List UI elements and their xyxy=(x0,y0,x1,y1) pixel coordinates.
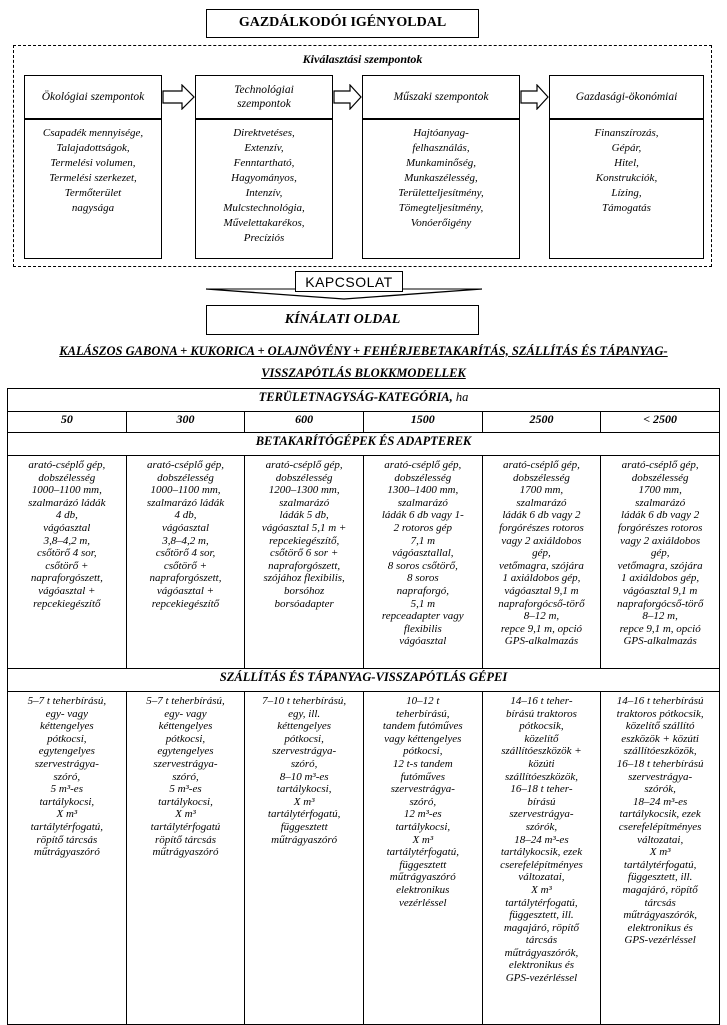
transport-cell-line: magajáró, röpítő xyxy=(622,883,698,896)
transport-cell-line: röpítő tárcsás xyxy=(36,833,98,846)
arrow-right-icon xyxy=(520,84,549,110)
harvest-cell-line: forgórészes rotoros xyxy=(617,521,703,534)
selection-criteria-label: Kiválasztási szempontok xyxy=(302,52,423,66)
transport-cell-line: szállítóeszközök + xyxy=(501,745,582,758)
harvest-cell-line: 4 db, xyxy=(174,509,197,522)
transport-cell-line: műtrágyaszóró xyxy=(152,846,219,859)
transport-cell-line: tartálykocsi, xyxy=(395,820,451,833)
transport-cell-line: magajáró, röpítő xyxy=(503,921,580,934)
demand-side-title xyxy=(206,9,479,38)
harvest-cell-line: napraforgócső-törő xyxy=(498,597,585,610)
harvest-cell-line: 3,8–4,2 m, xyxy=(43,534,91,547)
transport-cell-line: függesztett xyxy=(399,858,447,871)
transport-cell-line: kéttengelyes xyxy=(158,720,213,733)
transport-cell-line: közelítő szállító xyxy=(625,720,695,733)
transport-cell-line: elektronikus xyxy=(396,883,450,896)
criteria-item: Művelettakarékos, xyxy=(223,217,305,229)
transport-cell-line: szervestrágya- xyxy=(34,757,99,770)
transport-cell-line: egy, ill. xyxy=(288,707,321,720)
harvest-cell-line: 4 db, xyxy=(55,509,78,522)
harvest-cell-line: arató-cséplő gép, xyxy=(502,459,580,471)
harvest-cell-line: 8–12 m, xyxy=(642,610,678,623)
criteria-item: Támogatás xyxy=(602,202,651,214)
transport-cell-line: tárcsás xyxy=(644,896,676,909)
transport-cell-line: traktoros pótkocsik, xyxy=(616,707,704,720)
area-category-header: TERÜLETNAGYSÁG-KATEGÓRIA, ha xyxy=(8,389,720,412)
transport-cell-line: egy- vagy xyxy=(164,707,207,720)
transport-cell-line: függesztett, ill. xyxy=(509,909,574,922)
harvest-cell-line: 1700 mm, xyxy=(519,484,564,497)
transport-cell-line: változatai, xyxy=(518,871,565,884)
criteria-item: Intenzív, xyxy=(245,187,283,199)
criteria-item: Lízing, xyxy=(611,187,642,199)
transport-cell-line: 18–24 m³-es xyxy=(632,795,688,808)
transport-cell-line: 14–16 t teherbírású xyxy=(616,695,704,707)
transport-cell-line: X m³ xyxy=(649,846,671,859)
harvest-cell-line: napraforgócső-törő xyxy=(616,597,704,610)
transport-cell-line: szervestrágya- xyxy=(153,757,218,770)
harvest-section-header: BETAKARÍTÓGÉPEK ÉS ADAPTEREK xyxy=(8,433,720,456)
transport-cell-line: X m³ xyxy=(531,883,552,896)
harvest-cell-line: napraforgószett, xyxy=(149,572,222,585)
transport-cell-line: X m³ xyxy=(56,808,78,821)
demand-side-title-text: GAZDÁLKODÓI IGÉNYOLDAL xyxy=(238,15,447,30)
criteria-item: Extenzív, xyxy=(244,142,284,154)
transport-cell-line: műtrágyaszóró xyxy=(271,833,338,846)
criteria-item: Termelési volumen, xyxy=(50,157,136,169)
criteria-head-technical: Műszaki szempontok xyxy=(362,75,520,119)
transport-cell xyxy=(8,692,127,1025)
transport-cell-line: X m³ xyxy=(412,833,434,846)
harvest-cell-line: szalmarázó xyxy=(279,496,330,509)
harvest-cell-line: repcekiegészítő, xyxy=(269,534,340,547)
criteria-item: Termőterület xyxy=(64,187,122,199)
harvest-cell-line: csőtörő 4 sor, xyxy=(155,547,216,560)
criteria-head-economic: Gazdasági-ökonómiai xyxy=(549,75,704,119)
harvest-cell-line: szalmarázó ládák xyxy=(28,496,106,509)
transport-cell-line: 12 t-s tandem xyxy=(392,757,453,770)
harvest-cell-line: 1000–1100 mm, xyxy=(150,484,221,497)
harvest-cell-line: 7,1 m xyxy=(410,534,436,547)
area-size-header: 300 xyxy=(126,412,245,433)
transport-cell xyxy=(482,692,601,1025)
harvest-cell-line: 2 rotoros gép xyxy=(393,521,453,534)
transport-cell-line: tartálykocsi, xyxy=(158,795,213,808)
criteria-head-technological: Technológiai szempontok xyxy=(195,75,333,119)
harvest-cell-line: vagy 2 axiáldobos xyxy=(501,534,582,547)
transport-cell-line: szórók, xyxy=(525,820,558,833)
transport-cell-line: futóműves xyxy=(400,770,446,783)
area-size-header: 2500 xyxy=(482,412,601,433)
criteria-head-ecological: Ökológiai szempontok xyxy=(24,75,162,119)
criteria-item: Hagyományos, xyxy=(231,172,297,184)
criteria-item: Termelési szerkezet, xyxy=(49,172,137,184)
harvest-cell-line: 1000–1100 mm, xyxy=(31,484,102,497)
harvest-cell-line: arató-cséplő gép, xyxy=(265,459,343,471)
harvest-cell-line: ládák 5 db, xyxy=(279,509,329,522)
transport-cell-line: tartálykocsik, ezek xyxy=(500,846,583,859)
harvest-cell-line: ládák 6 db vagy 2 xyxy=(621,509,700,522)
transport-cell-line: közelítő xyxy=(524,732,559,745)
harvest-cell-line: dobszélesség xyxy=(513,471,570,484)
transport-cell-line: GPS-vezérléssel xyxy=(505,972,578,985)
transport-cell-line: vezérléssel xyxy=(398,896,447,909)
harvest-cell-line: dobszélesség xyxy=(394,471,452,484)
harvest-cell-line: repcekiegészítő xyxy=(151,597,220,610)
harvest-cell-line: borsóadapter xyxy=(274,597,334,610)
harvest-cell-line: dobszélesség xyxy=(38,471,96,484)
harvest-cell-line: ládák 6 db vagy 2 xyxy=(502,509,581,522)
transport-cell-line: tartálytérfogatú xyxy=(150,820,221,833)
harvest-cell-line: vágóasztal 9,1 m xyxy=(504,584,579,597)
transport-cell-line: 10–12 t xyxy=(406,695,440,707)
transport-cell-line: szervestrágya- xyxy=(390,783,455,796)
transport-cell xyxy=(126,692,245,1025)
area-size-header: 1500 xyxy=(363,412,482,433)
harvest-cell-line: gép, xyxy=(650,547,670,560)
criteria-item: Direktvetéses, xyxy=(233,127,295,139)
transport-cell-line: kéttengelyes xyxy=(277,720,332,733)
transport-cell-line: vagy kéttengelyes xyxy=(384,732,462,745)
transport-cell-line: 12 m³-es xyxy=(403,808,442,821)
harvest-cell-line: vetőmagra, szójára xyxy=(498,559,584,572)
harvest-cell-line: vágóasztal xyxy=(399,635,447,648)
criteria-item: Fenntartható, xyxy=(233,157,295,169)
transport-cell-line: 5 m³-es xyxy=(50,783,83,796)
harvest-cell-line: arató-cséplő gép, xyxy=(28,459,106,471)
transport-cell-line: 14–16 t teher- xyxy=(510,695,573,707)
harvest-cell-line: dobszélesség xyxy=(275,471,333,484)
area-size-header: 600 xyxy=(245,412,364,433)
criteria-item: Precíziós xyxy=(243,232,285,244)
transport-cell-line: szállítóeszközök, xyxy=(504,770,578,783)
criteria-item: Gépár, xyxy=(611,142,642,154)
transport-cell-line: elektronikus és xyxy=(508,959,575,972)
harvest-cell-line: napraforgószett, xyxy=(30,572,103,585)
harvest-cell-line: arató-cséplő gép, xyxy=(621,459,699,471)
harvest-cell-line: csőtörő 6 sor + xyxy=(270,547,339,560)
transport-cell-line: szervestrágya- xyxy=(509,808,574,821)
transport-cell-line: szállítóeszközök, xyxy=(623,745,697,758)
criteria-body-economic xyxy=(549,119,704,259)
harvest-cell-line: borsóhoz xyxy=(283,584,325,597)
harvest-cell-line: 1 axiáldobos gép, xyxy=(502,572,581,585)
transport-cell-line: pótkocsi, xyxy=(47,732,87,745)
transport-cell-line: függesztett xyxy=(280,820,328,833)
harvest-cell xyxy=(363,456,482,669)
transport-cell-line: cserefelépítményes xyxy=(618,820,702,833)
harvest-cell-line: szójához flexibilis, xyxy=(263,572,345,585)
harvest-cell-line: vágóasztal + xyxy=(38,584,96,597)
block-model-title: KALÁSZOS GABONA + KUKORICA + OLAJNÖVÉNY + FEHÉRJEBETAKARÍTÁS, SZÁLLÍTÁS ÉS TÁPANYAG- VISSZAPÓTLÁS BLOKKMODELLEK xyxy=(59,344,668,380)
transport-cell-line: tandem futóműves xyxy=(382,720,463,733)
harvest-cell-line: csőtörő + xyxy=(45,559,89,572)
transport-cell-line: szervestrágya- xyxy=(628,770,693,783)
harvest-cell xyxy=(126,456,245,669)
transport-cell-line: 16–18 t teherbírású xyxy=(616,757,704,770)
transport-cell-line: szórók, xyxy=(644,783,676,796)
transport-cell-line: 5–7 t teherbírású, xyxy=(27,695,107,707)
transport-cell-line: 16–18 t teher- xyxy=(510,783,573,796)
criteria-item: Területteljesítmény, xyxy=(398,187,484,199)
harvest-cell xyxy=(8,456,127,669)
connection-label-box xyxy=(295,271,403,292)
transport-cell-line: tartálytérfogatú, xyxy=(623,858,697,871)
transport-cell-line: 8–10 m³-es xyxy=(279,770,329,783)
harvest-cell-line: szalmarázó xyxy=(635,496,686,509)
criteria-item: Talajadottságok, xyxy=(56,142,130,154)
transport-cell-line: kéttengelyes xyxy=(39,720,94,733)
transport-cell-line: 5–7 t teherbírású, xyxy=(146,695,225,707)
block-model-table xyxy=(7,388,720,1025)
transport-cell-line: tárcsás xyxy=(525,934,558,947)
harvest-cell-line: vágóasztal xyxy=(161,521,210,534)
harvest-cell-line: repce 9,1 m, opció xyxy=(619,622,701,635)
transport-cell-line: pótkocsik, xyxy=(519,720,564,733)
transport-cell-line: 7–10 t teherbírású, xyxy=(262,695,347,707)
harvest-cell-line: vagy 2 axiáldobos xyxy=(620,534,701,547)
harvest-cell-line: dobszélesség xyxy=(631,471,689,484)
harvest-cell-line: szalmarázó ládák xyxy=(146,496,225,509)
criteria-item: Konstrukciók, xyxy=(595,172,658,184)
transport-cell-line: függesztett, ill. xyxy=(627,871,693,884)
criteria-item: Munkaminőség, xyxy=(406,157,476,169)
harvest-cell-line: 3,8–4,2 m, xyxy=(162,534,209,547)
transport-cell-line: pótkocsi, xyxy=(165,732,206,745)
harvest-cell-line: 8 soros xyxy=(406,572,439,585)
harvest-cell-line: repceadapter vagy xyxy=(381,610,464,623)
transport-cell-line: műtrágyaszóró xyxy=(33,846,100,859)
harvest-cell-line: vágóasztal xyxy=(43,521,91,534)
harvest-cell-line: csőtörő 4 sor, xyxy=(37,547,97,560)
criteria-item: Tömegteljesítmény, xyxy=(398,202,484,214)
transport-cell-line: változatai, xyxy=(637,833,684,846)
area-size-header: 50 xyxy=(8,412,127,433)
transport-cell-line: tartálykocsik, ezek xyxy=(619,808,701,821)
harvest-cell-line: vágóasztallal, xyxy=(392,547,454,560)
harvest-cell-line: vágóasztal 5,1 m + xyxy=(261,521,347,534)
criteria-item: Vonóerőigény xyxy=(410,217,472,229)
criteria-item: Finanszírozás, xyxy=(594,127,659,139)
harvest-cell-line: vetőmagra, szójára xyxy=(617,559,703,572)
harvest-cell xyxy=(482,456,601,669)
criteria-item: Csapadék mennyisége, xyxy=(42,127,144,139)
transport-cell-line: egytengelyes xyxy=(38,745,95,758)
transport-cell-line: szóró, xyxy=(172,770,199,783)
harvest-cell-line: 8 soros csőtörő, xyxy=(387,559,458,572)
transport-cell-line: egytengelyes xyxy=(157,745,214,758)
transport-cell-line: bírású xyxy=(527,795,556,808)
harvest-cell xyxy=(601,456,720,669)
harvest-cell-line: 1 axiáldobos gép, xyxy=(621,572,700,585)
transport-cell-line: röpítő tárcsás xyxy=(154,833,216,846)
harvest-cell-line: 1300–1400 mm, xyxy=(387,484,459,497)
harvest-cell-line: csőtörő + xyxy=(163,559,208,572)
transport-cell-line: műtrágyaszórók, xyxy=(623,909,697,922)
criteria-body-technical xyxy=(362,119,520,259)
area-size-header: < 2500 xyxy=(601,412,720,433)
harvest-cell-line: 1200–1300 mm, xyxy=(268,484,340,497)
harvest-cell-line: GPS-alkalmazás xyxy=(623,635,697,648)
harvest-cell-line: 8–12 m, xyxy=(523,610,560,623)
transport-cell-line: X m³ xyxy=(175,808,196,821)
transport-cell-line: 5 m³-es xyxy=(169,783,202,796)
harvest-cell-line: gép, xyxy=(532,547,551,560)
transport-cell-line: pótkocsi, xyxy=(403,745,443,758)
transport-cell-line: eszközök + közúti xyxy=(621,732,699,745)
transport-cell-line: szóró, xyxy=(53,770,81,783)
harvest-cell-line: vágóasztal 9,1 m xyxy=(623,584,698,597)
transport-cell-line: bírású traktoros xyxy=(506,707,577,720)
transport-cell-line: tartálykocsi, xyxy=(276,783,332,796)
connection-label: KAPCSOLAT xyxy=(305,274,393,290)
harvest-cell-line: forgórészes rotoros xyxy=(499,521,584,534)
harvest-cell-line: repce 9,1 m, opció xyxy=(500,622,583,635)
transport-cell-line: szóró, xyxy=(409,795,437,808)
transport-cell-line: tartálytérfogatú, xyxy=(30,820,104,833)
transport-cell-line: cserefelépítményes xyxy=(500,858,583,871)
arrow-right-icon xyxy=(162,84,195,110)
transport-cell-line: GPS-vezérléssel xyxy=(624,934,696,947)
criteria-item: Mulcstechnológia, xyxy=(223,202,305,214)
criteria-item: nagysága xyxy=(71,202,115,214)
harvest-cell-line: flexibilis xyxy=(403,622,442,635)
transport-cell-line: elektronikus és xyxy=(627,921,693,934)
harvest-cell-line: napraforgó, xyxy=(396,584,450,597)
harvest-cell-line: szalmarázó xyxy=(516,496,567,509)
supply-side-title-text: KÍNÁLATI OLDAL xyxy=(284,312,401,327)
harvest-cell-line: dobszélesség xyxy=(157,471,214,484)
criteria-body-technological xyxy=(195,119,333,259)
transport-cell-line: tartálytérfogatú, xyxy=(386,846,459,859)
criteria-item: Munkaszélesség, xyxy=(404,172,478,184)
harvest-cell-line: szalmarázó xyxy=(397,496,448,509)
transport-cell xyxy=(601,692,720,1025)
harvest-cell-line: 1700 mm, xyxy=(638,484,682,497)
transport-cell-line: közúti xyxy=(528,757,555,770)
harvest-cell-line: vágóasztal + xyxy=(156,584,215,597)
criteria-item: Hitel, xyxy=(614,157,639,169)
transport-cell-line: 18–24 m³-es xyxy=(514,833,569,846)
harvest-cell-line: 5,1 m xyxy=(410,597,436,610)
criteria-item: felhasználás, xyxy=(412,142,470,154)
supply-side-title xyxy=(206,305,479,335)
transport-cell-line: szervestrágya- xyxy=(272,745,337,758)
transport-cell-line: X m³ xyxy=(293,795,315,808)
harvest-cell-line: arató-cséplő gép, xyxy=(146,459,224,471)
criteria-item: Hajtóanyag- xyxy=(413,127,469,139)
harvest-cell-line: arató-cséplő gép, xyxy=(384,459,462,471)
transport-cell-line: műtrágyaszóró xyxy=(389,871,456,884)
transport-cell-line: műtrágyaszórók, xyxy=(504,946,579,959)
harvest-cell-line: ládák 6 db vagy 1- xyxy=(381,509,464,522)
transport-cell-line: szóró, xyxy=(290,757,318,770)
transport-cell xyxy=(363,692,482,1025)
harvest-cell xyxy=(245,456,364,669)
transport-section-header: SZÁLLÍTÁS ÉS TÁPANYAG-VISSZAPÓTLÁS GÉPEI xyxy=(8,669,720,692)
harvest-cell-line: napraforgószett, xyxy=(268,559,341,572)
arrow-right-icon xyxy=(333,84,362,110)
transport-cell-line: tartálytérfogatú, xyxy=(505,896,578,909)
transport-cell-line: egy- vagy xyxy=(45,707,89,720)
transport-cell-line: tartálykocsi, xyxy=(39,795,95,808)
transport-cell-line: tartálytérfogatú, xyxy=(267,808,341,821)
transport-cell-line: pótkocsi, xyxy=(284,732,324,745)
transport-cell xyxy=(245,692,364,1025)
transport-cell-line: teherbírású, xyxy=(396,707,450,720)
criteria-body-ecological xyxy=(24,119,162,259)
harvest-cell-line: repcekiegészítő xyxy=(33,597,101,610)
harvest-cell-line: GPS-alkalmazás xyxy=(504,635,579,648)
